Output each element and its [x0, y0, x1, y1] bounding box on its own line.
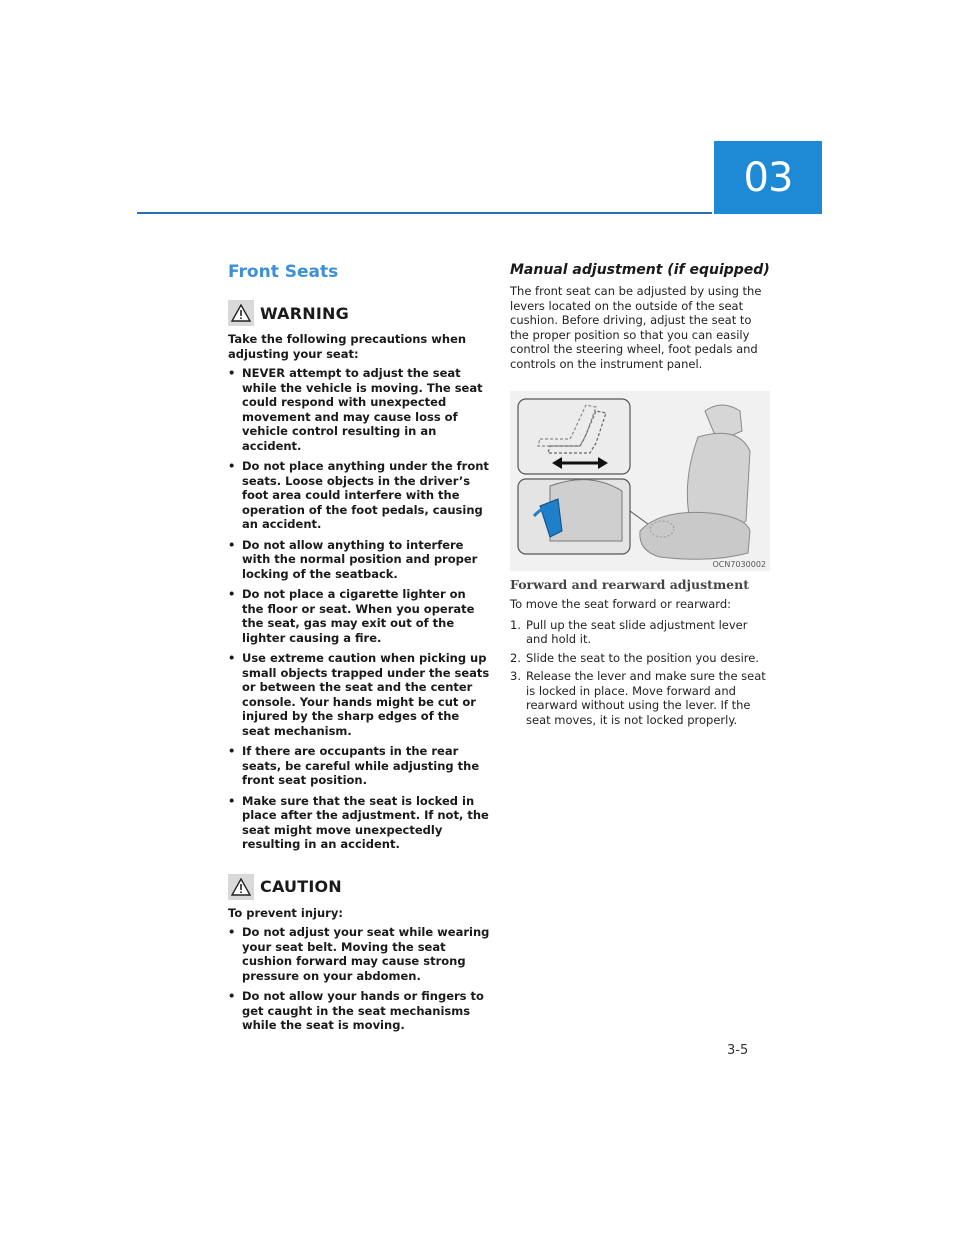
section-title: Front Seats: [228, 262, 339, 282]
step-text: Release the lever and make sure the seat is locked in place. Move forward and rearward without using the lever. If the seat moves, it is not locked properly.: [526, 669, 766, 727]
step-number: 3.: [510, 669, 521, 683]
caution-list: [228, 925, 490, 1033]
step-item: [510, 618, 772, 647]
step-text: Slide the seat to the position you desire.: [526, 650, 760, 665]
step-text: Pull up the seat slide adjustment lever and hold it.: [526, 617, 748, 646]
step-item: [510, 669, 772, 727]
step-number: 2.: [510, 650, 521, 665]
warning-item: • Do not place anything under the front seats. Loose objects in the driver’s foot area could interfere with the operation of the foot pedals, causing an accident.: [228, 459, 490, 532]
warning-title: WARNING: [260, 303, 349, 323]
chapter-tab: 03: [714, 141, 822, 214]
warning-item: • Do not allow anything to interfere with the normal position and proper locking of the seatback.: [228, 538, 490, 582]
forward-adjustment-caption: Forward and rearward adjustment: [510, 577, 749, 592]
warning-list: [228, 366, 490, 852]
caution-title: CAUTION: [260, 877, 342, 896]
step-item: [510, 651, 772, 666]
caution-item: • Do not adjust your seat while wearing your seat belt. Moving the seat cushion forward may cause strong pressure on your abdomen.: [228, 925, 490, 983]
caution-block: [228, 874, 490, 1033]
warning-header: [228, 300, 490, 326]
header-rule: [137, 212, 712, 214]
figure-code: OCN7030002: [712, 560, 766, 569]
step-number: 1.: [510, 617, 521, 632]
warning-item: • Use extreme caution when picking up small objects trapped under the seats or between the seat and the center console. Your hands might be cut or injured by the sharp edges of the seat mechanism.: [228, 651, 490, 738]
caution-item: • Do not allow your hands or fingers to get caught in the seat mechanisms while the seat is moving.: [228, 989, 490, 1033]
right-column: [510, 262, 772, 731]
caution-header: [228, 874, 490, 900]
warning-item: • Make sure that the seat is locked in place after the adjustment. If not, the seat might move unexpectedly resulting in an accident.: [228, 794, 490, 852]
caution-intro: To prevent injury:: [228, 905, 343, 920]
seat-illustration: [510, 391, 770, 571]
caution-triangle-icon: [228, 874, 254, 900]
warning-triangle-icon: [228, 300, 254, 326]
warning-intro: Take the following precautions when adjusting your seat:: [228, 332, 467, 361]
forward-intro: To move the seat forward or rearward:: [510, 597, 731, 611]
warning-item: • If there are occupants in the rear seats, be careful while adjusting the front seat position.: [228, 744, 490, 788]
manual-adjustment-body: The front seat can be adjusted by using the levers located on the outside of the seat cushion. Before driving, adjust the seat to the proper position so that you can easily control the steering wheel, foot pedals and controls on the instrument panel.: [510, 284, 762, 371]
seat-drawing: [510, 391, 770, 571]
left-column: [228, 262, 490, 1039]
page-number: 3-5: [727, 1043, 749, 1058]
warning-item: • Do not place a cigarette lighter on the floor or seat. When you operate the seat, gas may exit out of the lighter causing a fire.: [228, 587, 490, 645]
warning-item: • NEVER attempt to adjust the seat while the vehicle is moving. The seat could respond with unexpected movement and may cause loss of vehicle control resulting in an accident.: [228, 366, 490, 453]
forward-steps: [510, 618, 772, 728]
manual-adjustment-title: Manual adjustment (if equipped): [510, 262, 770, 278]
